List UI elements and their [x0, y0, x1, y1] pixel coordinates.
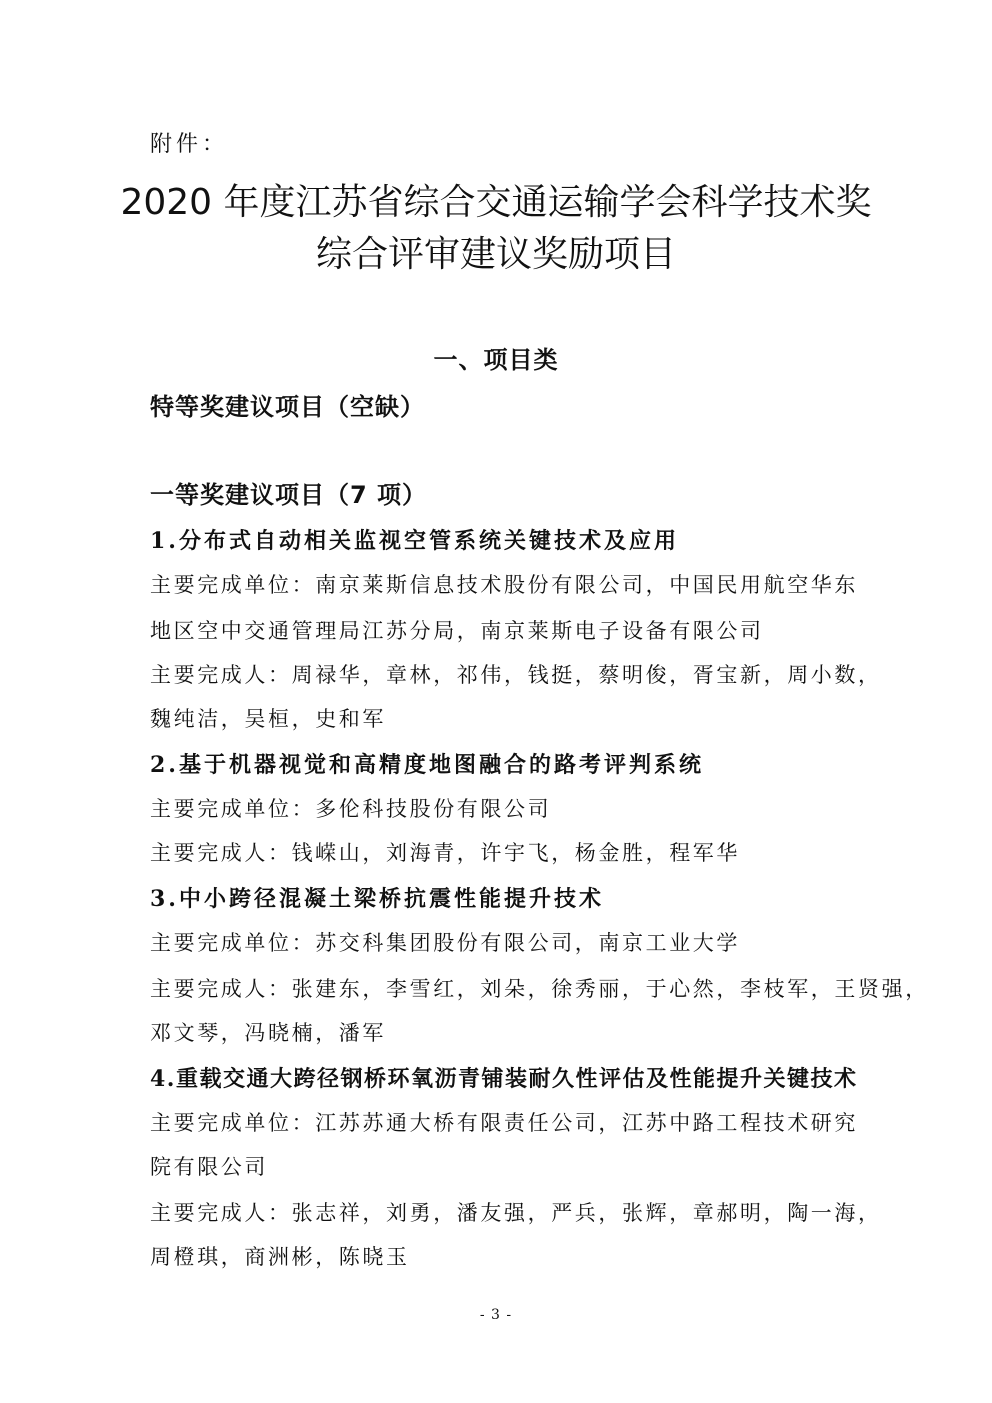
project-title: 2.基于机器视觉和高精度地图融合的路考评判系统	[150, 752, 704, 778]
project-units-line: 主要完成单位：苏交科集团股份有限公司，南京工业大学	[150, 931, 740, 955]
project-people-line: 邓文琴，冯晓楠，潘军	[150, 1021, 386, 1045]
project-units-line: 主要完成单位：多伦科技股份有限公司	[150, 797, 552, 821]
section-heading: 一、项目类	[433, 346, 559, 374]
document-title-line-2: 综合评审建议奖励项目	[315, 234, 676, 275]
project-people-line: 主要完成人：钱嵘山，刘海青，许宇飞，杨金胜，程军华	[150, 841, 740, 865]
first-award-heading: 一等奖建议项目（7 项）	[150, 481, 428, 509]
document-title-line-1: 2020 年度江苏省综合交通运输学会科学技术奖	[120, 182, 872, 223]
project-units-line: 院有限公司	[150, 1155, 268, 1179]
page-number: - 3 -	[479, 1307, 513, 1323]
project-units-line: 主要完成单位：江苏苏通大桥有限责任公司，江苏中路工程技术研究	[150, 1111, 858, 1135]
project-title: 1.分布式自动相关监视空管系统关键技术及应用	[150, 528, 679, 554]
project-units-line: 地区空中交通管理局江苏分局，南京莱斯电子设备有限公司	[150, 619, 764, 643]
attachment-label: 附件：	[150, 132, 229, 157]
project-people-line: 主要完成人：周禄华，章林，祁伟，钱挺，蔡明俊，胥宝新，周小数，	[150, 663, 882, 687]
project-people-line: 魏纯洁，吴桓，史和军	[150, 707, 386, 731]
project-people-line: 周橙琪，商洲彬，陈晓玉	[150, 1245, 410, 1269]
special-award-heading: 特等奖建议项目（空缺）	[150, 393, 425, 421]
project-people-line: 主要完成人：张志祥，刘勇，潘友强，严兵，张辉，章郝明，陶一海，	[150, 1201, 882, 1225]
project-title: 3.中小跨径混凝土梁桥抗震性能提升技术	[150, 886, 604, 912]
project-units-line: 主要完成单位：南京莱斯信息技术股份有限公司，中国民用航空华东	[150, 573, 858, 597]
project-title: 4.重载交通大跨径钢桥环氧沥青铺装耐久性评估及性能提升关键技术	[150, 1066, 858, 1092]
project-people-line: 主要完成人：张建东，李雪红，刘朵，徐秀丽，于心然，李枝军，王贤强，	[150, 977, 929, 1001]
